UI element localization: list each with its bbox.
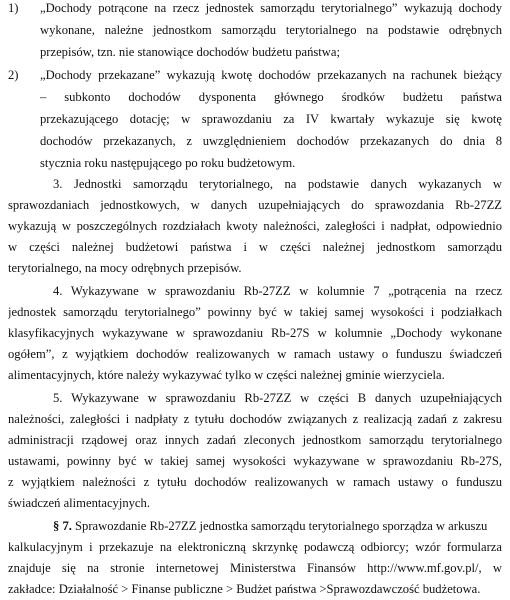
para7-line-1: [53, 516, 502, 537]
list-number-1: 1): [8, 1, 19, 15]
item1-line-2: wykonane, należne jednostkom samorządu terytorialnego na podstawie odrębnych: [40, 23, 502, 37]
para4-line-4: ogółem”, z wyjątkiem dochodów realizowanych w ramach ustawy o funduszu świadczeń: [8, 347, 502, 361]
para4-line-1: 4. Wykazywane w sprawozdaniu Rb-27ZZ w kolumnie 7 „potrącenia na rzecz: [53, 284, 502, 298]
para5-line-3: administracji rządowej oraz innych zadań zleconych jednostkom samorządu terytorialnego: [8, 433, 502, 447]
para5-line-5: z wyjątkiem należności z tytułu dochodów realizowanych w ramach ustawy o funduszu: [8, 475, 502, 489]
para4-line-2: jednostek samorządu terytorialnego” powinny być w takiej samej wysokości i podziałkach: [8, 305, 502, 319]
para5-line-1: 5. Wykazywane w sprawozdaniu Rb-27ZZ w części B danych uzupełniających: [53, 391, 502, 405]
list-number-2: 2): [8, 68, 19, 82]
para5-line-2: należności, zaległości i nadpłaty z tytułu dochodów związanych z realizacją zadań z zakresu: [8, 412, 502, 426]
para4-line-3: klasyfikacyjnych wykazywane w sprawozdaniu Rb-27S w kolumnie „Dochody wykonane: [8, 326, 502, 340]
section-mark: § 7.: [53, 519, 72, 533]
para3-line-3: wykazują w poszczególnych rozdziałach kwoty należności, zaległości i nadpłat, odpowiednio: [8, 219, 502, 233]
para7-line-4: zakładce: Działalność > Finanse publiczne > Budżet państwa >Sprawozdawczość budżetowa.: [8, 582, 481, 596]
item1-line-3: przepisów, tzn. nie stanowiące dochodów budżetu państwa;: [40, 45, 340, 59]
item2-line-5: stycznia roku następującego po roku budżetowym.: [40, 156, 296, 170]
para5-line-4: ustawami, powinny być w takiej samej wysokości wykazywane w sprawozdaniu Rb-27S,: [8, 454, 502, 468]
item2-line-1: „Dochody przekazane” wykazują kwotę dochodów przekazanych na rachunek bieżący: [40, 68, 502, 82]
para3-line-4: w części należnej budżetowi państwa i w części należnej jednostkom samorządu: [8, 240, 502, 254]
para3-line-5: terytorialnego, na mocy odrębnych przepisów.: [8, 261, 242, 275]
item1-line-1: „Dochody potrącone na rzecz jednostek samorządu terytorialnego” wykazują dochody: [40, 1, 502, 15]
para7-line-3: znajduje się na stronie internetowej Ministerstwa Finansów http://www.mf.gov.pl/, w: [8, 561, 502, 575]
item2-line-2: – subkonto dochodów dysponenta głównego środków budżetu państwa: [40, 90, 502, 104]
item2-line-3: przekazującego dotację; w sprawozdaniu za IV kwartały wykazuje się kwotę: [40, 112, 502, 126]
para3-line-2: sprawozdaniach jednostkowych, w danych uzupełniających do sprawozdania Rb-27ZZ: [8, 198, 502, 212]
para4-line-5: alimentacyjnych, które należy wykazywać tylko w części należnej gminie wierzyciela.: [8, 368, 445, 382]
para7-line-2: kalkulacyjnym i przekazuje na elektroniczną skrzynkę podawczą odbiorcy; wzór formularza: [8, 540, 502, 554]
para3-line-1: 3. Jednostki samorządu terytorialnego, na podstawie danych wykazanych w: [53, 177, 502, 191]
para7-line-1-text: Sprawozdanie Rb-27ZZ jednostka samorządu terytorialnego sporządza w arkuszu: [71, 519, 488, 533]
item2-line-4: dochodów przekazanych, z uwzględnieniem dochodów przekazanych do dnia 8: [40, 134, 502, 148]
para5-line-6: świadczeń alimentacyjnych.: [8, 496, 150, 510]
